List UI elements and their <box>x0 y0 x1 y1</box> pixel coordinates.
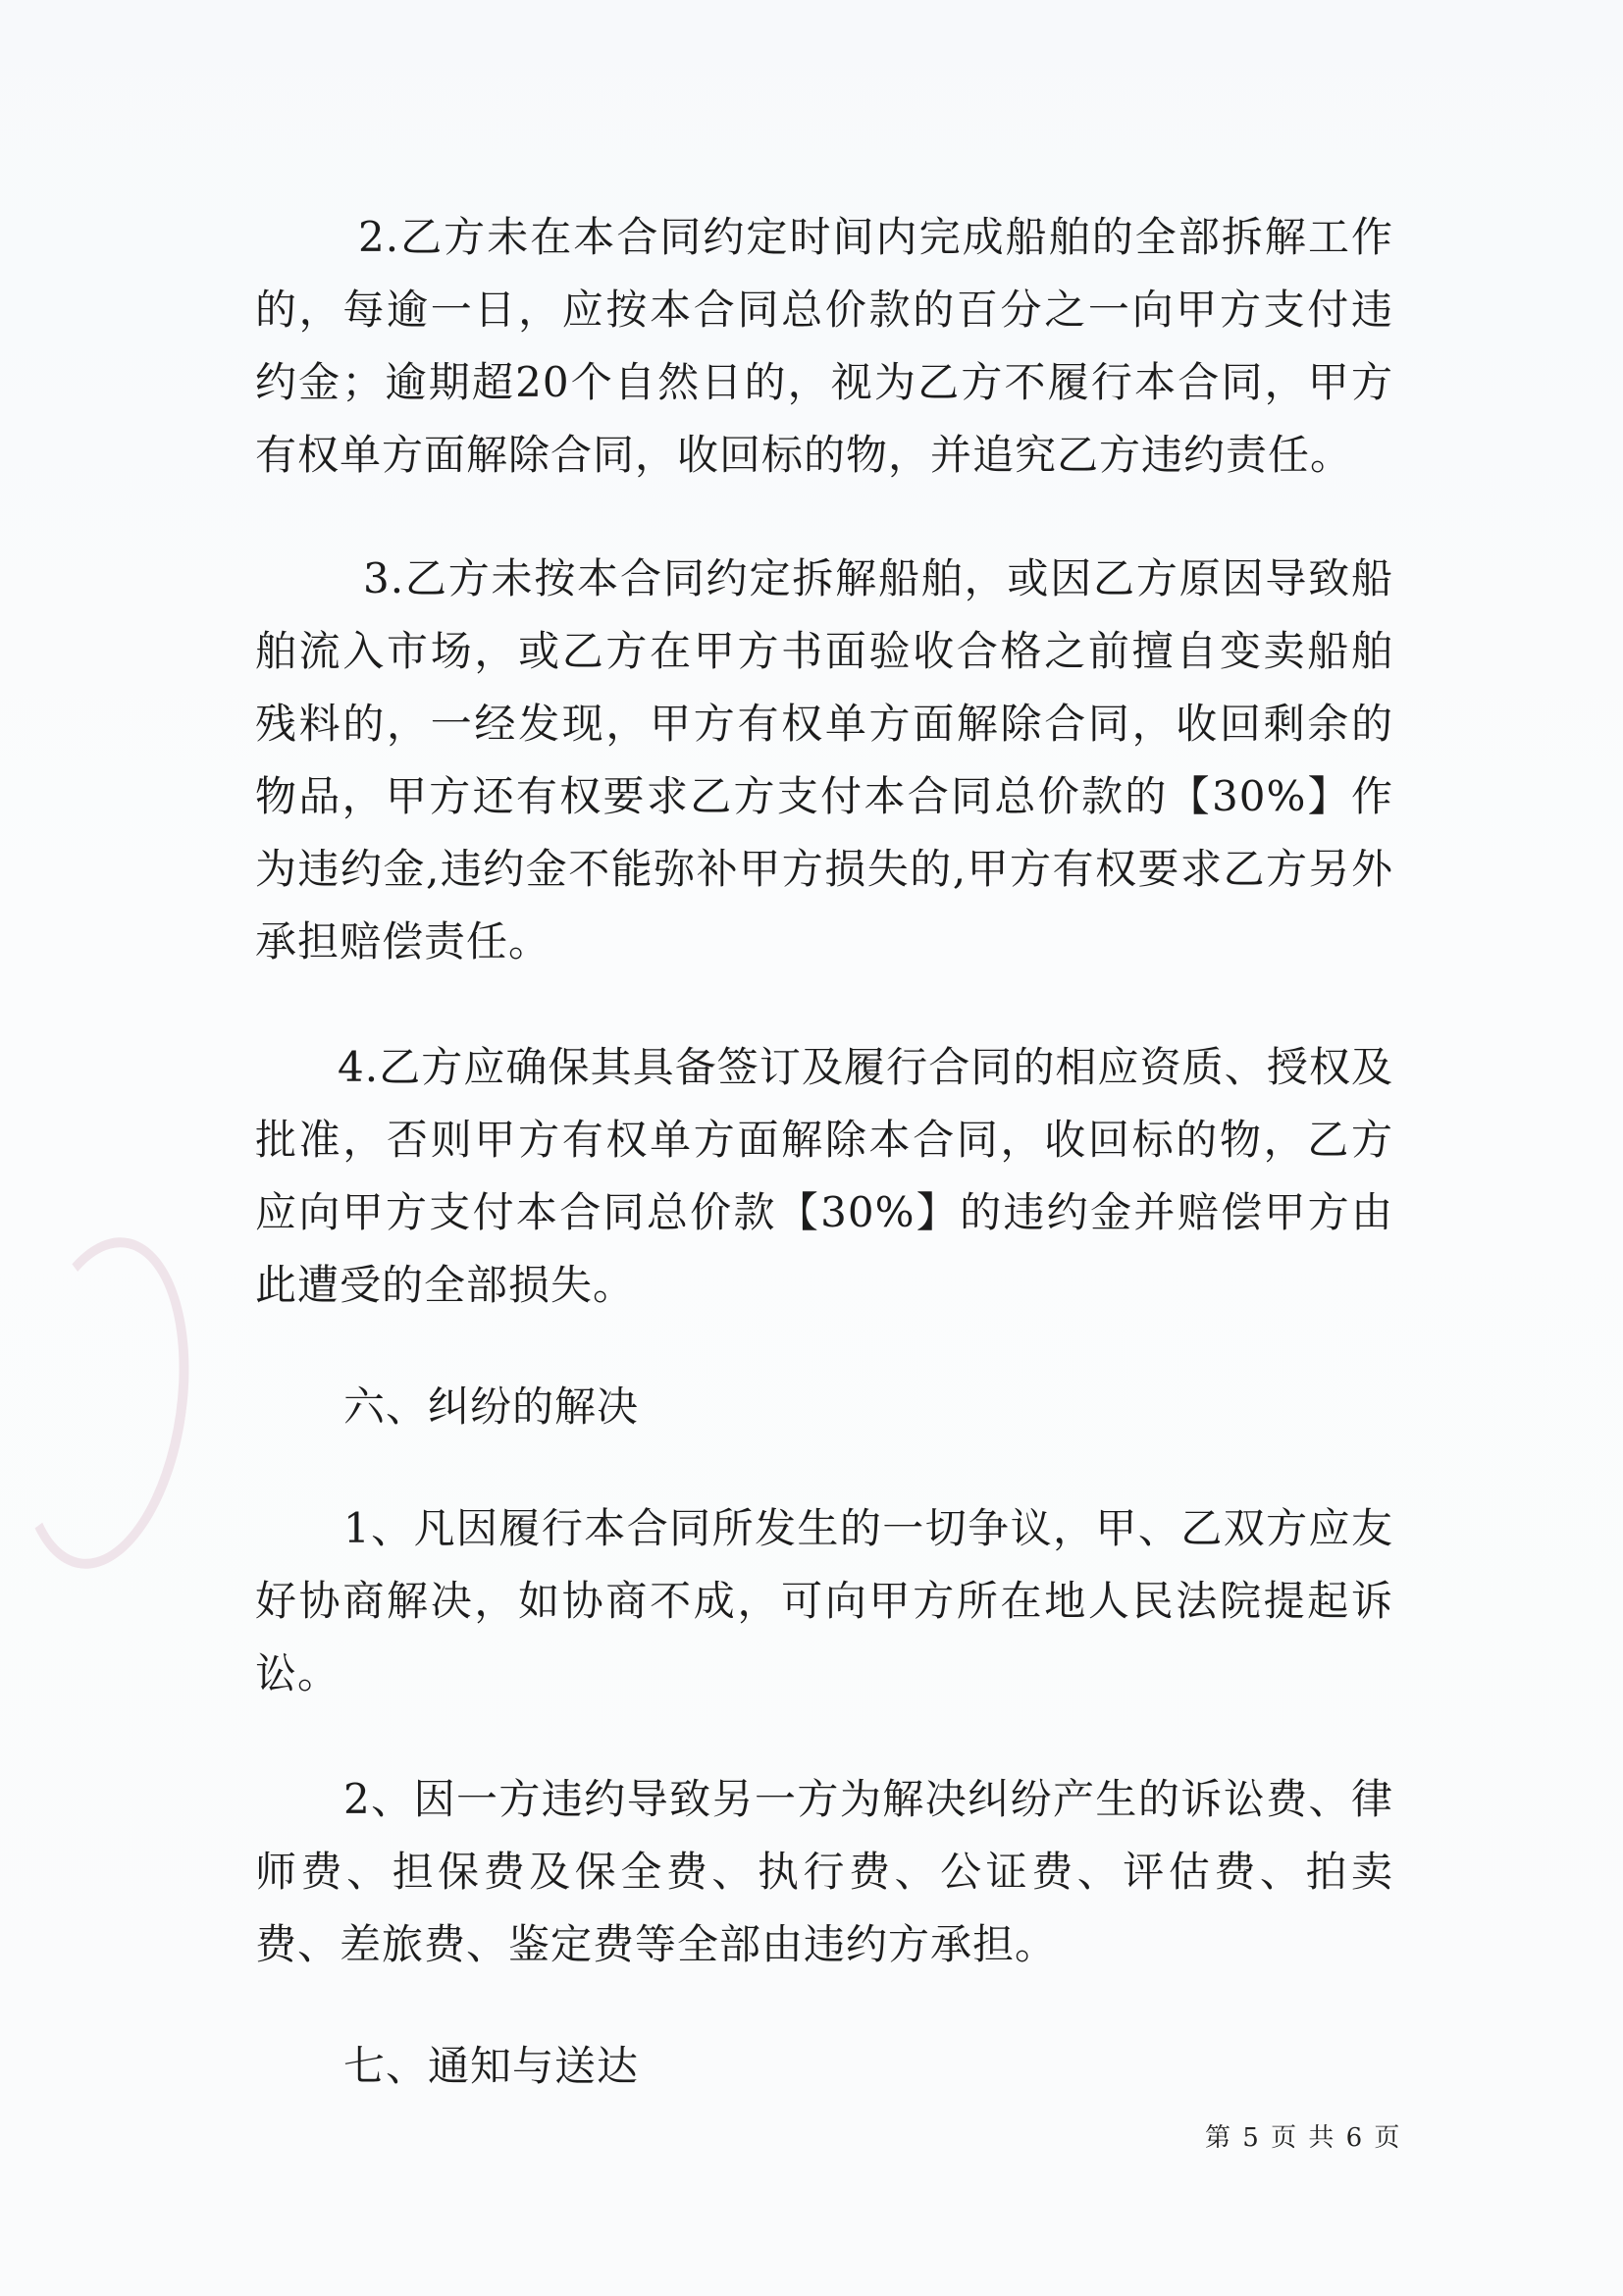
section-6-heading: 六、纠纷的解决 <box>343 1383 640 1431</box>
page-number: 第 5 页 共 6 页 <box>1205 2123 1402 2153</box>
document-body <box>255 201 1393 2103</box>
section-6-item-1: 1、凡因履行本合同所发生的一切争议，甲、乙双方应友好协商解决，如协商不成，可向甲方所在地人民法院提起诉讼。 <box>255 1504 1393 1697</box>
clause-paragraph-3: 3.乙方未按本合同约定拆解船舶，或因乙方原因导致船舶流入市场，或乙方在甲方书面验收合格之前擅自变卖船舶残料的，一经发现，甲方有权单方面解除合同，收回剩余的物品，甲方还有权要求乙方支付本合同总价款的【30%】作为违约金,违约金不能弥补甲方损失的,甲方有权要求乙方另外承担赔偿责任。 <box>255 554 1393 965</box>
seal-stamp-icon <box>0 1226 209 1580</box>
clause-paragraph-4: 4.乙方应确保其具备签订及履行合同的相应资质、授权及批准，否则甲方有权单方面解除本合同，收回标的物，乙方应向甲方支付本合同总价款【30%】的违约金并赔偿甲方由此遭受的全部损失。 <box>255 1043 1393 1309</box>
clause-paragraph-2: 2.乙方未在本合同约定时间内完成船舶的全部拆解工作的，每逾一日，应按本合同总价款的百分之一向甲方支付违约金；逾期超20个自然日的，视为乙方不履行本合同，甲方有权单方面解除合同，收回标的物，并追究乙方违约责任。 <box>255 213 1393 479</box>
section-6-item-2: 2、因一方违约导致另一方为解决纠纷产生的诉讼费、律师费、担保费及保全费、执行费、公证费、评估费、拍卖费、差旅费、鉴定费等全部由违约方承担。 <box>255 1775 1393 1968</box>
section-7-heading: 七、通知与送达 <box>343 2042 640 2090</box>
